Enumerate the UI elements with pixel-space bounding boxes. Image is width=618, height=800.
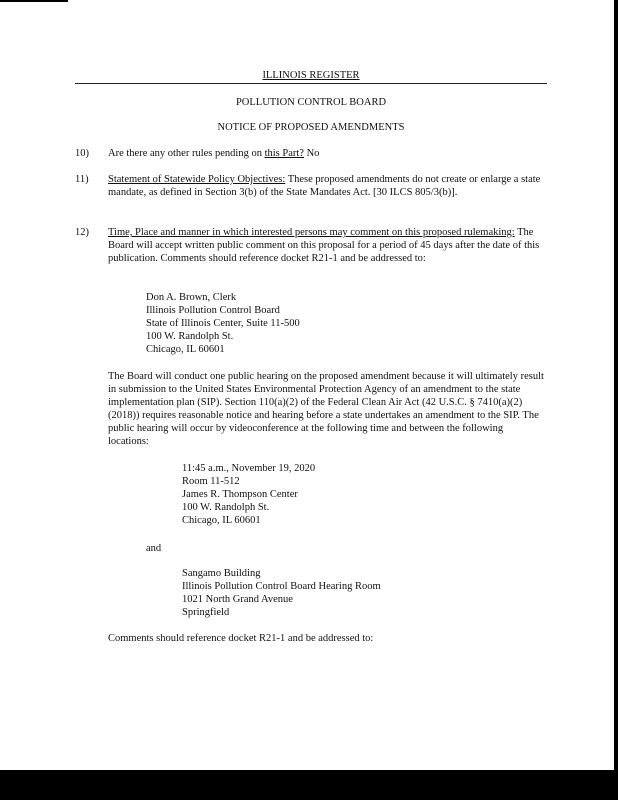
register-title: ILLINOIS REGISTER xyxy=(75,69,547,84)
clerk-address: Don A. Brown, Clerk Illinois Pollution Control Board State of Illinois Center, Suite 11-500 100 W. Randolph St. Chicago, IL 60601 xyxy=(146,292,300,355)
and-conjunction: and xyxy=(146,543,162,554)
notice-type: NOTICE OF PROPOSED AMENDMENTS xyxy=(217,122,405,133)
item-11-number: 11) xyxy=(75,174,89,185)
item-10-number: 10) xyxy=(75,148,89,159)
hearing-location-springfield: Sangamo Building Illinois Pollution Control Board Hearing Room 1021 North Grand Avenue Springfield xyxy=(182,568,381,618)
closing-sentence: Comments should reference docket R21-1 and be addressed to: xyxy=(108,633,374,644)
agency-name: POLLUTION CONTROL BOARD xyxy=(235,97,387,108)
scan-border-top xyxy=(0,0,68,2)
item-12-number: 12) xyxy=(75,227,89,238)
scan-border-right xyxy=(614,0,618,770)
hearing-paragraph: The Board will conduct one public hearing on the proposed amendment because it will ultimately result in submission to the United States Environmental Protection Agency of an amendment to the state implementation plan (SIP). Section 110(a)(2) of the Federal Clean Air Act (42 U.S.C. § 7410(a)(2) (2018)) requires reasonable notice and hearing before a state undertakes an amendment to the SIP. The public hearing will occur by videoconference at the following time and between the following locations: xyxy=(108,371,544,447)
item-12-text: Time, Place and manner in which interested persons may comment on this proposed rulemaking: The Board will accept written public comment on this proposal for a period of 45 days after the date of this publication. Comments should reference docket R21-1 and be addressed to: xyxy=(108,227,540,264)
scan-border-bottom xyxy=(0,770,618,800)
item-11-heading: Statement of Statewide Policy Objectives: xyxy=(108,174,286,185)
item-12-heading: Time, Place and manner in which interested persons may comment on this proposed rulemaking: xyxy=(108,227,515,238)
item-10-text: Are there any other rules pending on this Part? No xyxy=(108,148,320,159)
item-11-text: Statement of Statewide Policy Objectives: These proposed amendments do not create or enlarge a state mandate, as defined in Section 3(b) of the State Mandates Act. [30 ILCS 805/3(b)]. xyxy=(108,174,541,198)
hearing-location-chicago: 11:45 a.m., November 19, 2020 Room 11-512 James R. Thompson Center 100 W. Randolph St. Chicago, IL 60601 xyxy=(182,463,316,526)
